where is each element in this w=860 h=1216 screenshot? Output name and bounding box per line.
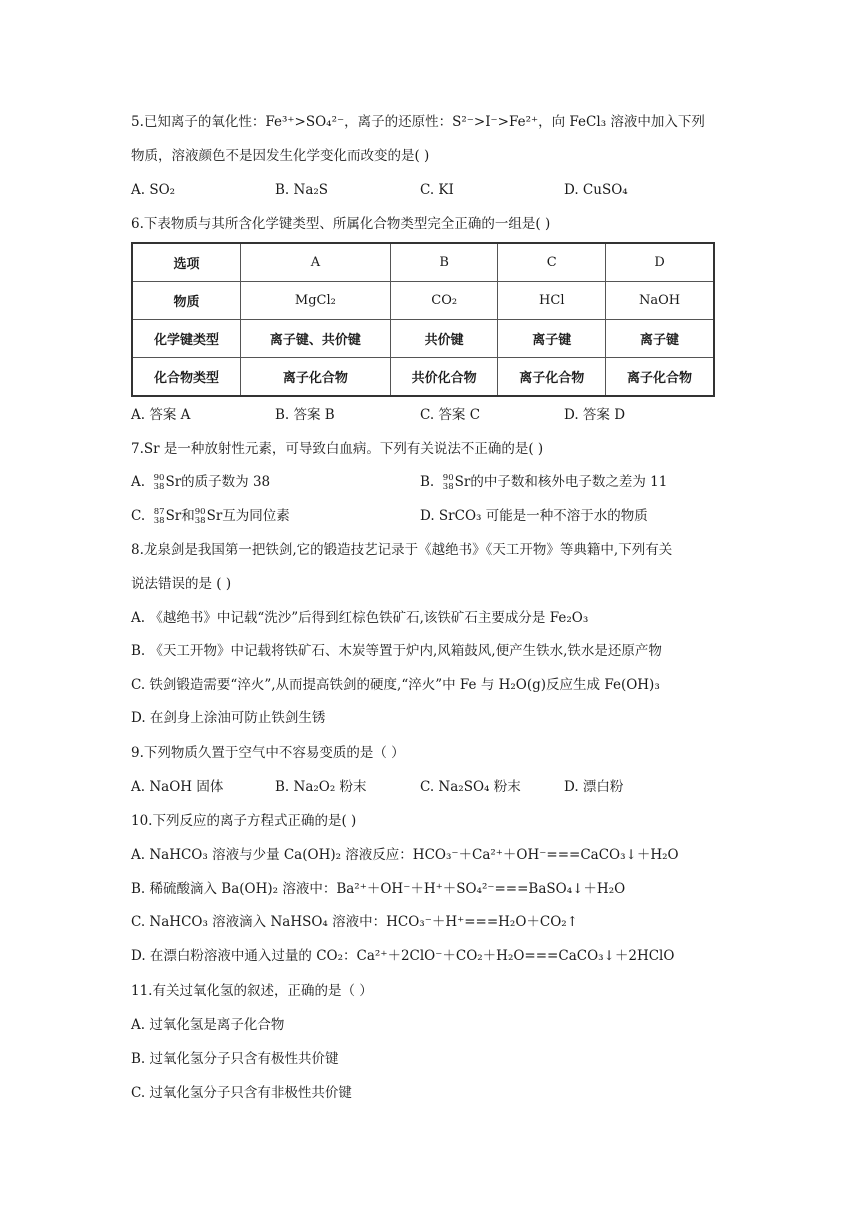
table-cell: B — [390, 243, 498, 282]
q6-stem: 6.下表物质与其所含化学键类型、所属化合物类型完全正确的一组是( ) — [131, 216, 551, 232]
q10-stem: 10.下列反应的离子方程式正确的是( ) — [131, 813, 357, 829]
nuclide-sr90: 90 38 — [153, 472, 165, 492]
table-cell: 离子键、共价键 — [240, 320, 390, 358]
table-row — [132, 243, 714, 282]
q8-option-a: A. 《越绝书》中记载“洗沙”后得到红棕色铁矿石,该铁矿石主要成分是 Fe₂O₃ — [131, 610, 589, 626]
q5-option-c: C. KI — [420, 182, 454, 198]
q7-stem: 7.Sr 是一种放射性元素，可导致白血病。下列有关说法不正确的是( ) — [131, 441, 544, 457]
q10-option-b: B. 稀硫酸滴入 Ba(OH)₂ 溶液中：Ba²⁺＋OH⁻＋H⁺＋SO₄²⁻===BaSO₄↓＋H₂O — [131, 881, 626, 897]
table-cell: 离子键 — [606, 320, 714, 358]
q6-option-c: C. 答案 C — [420, 407, 481, 423]
table-cell: 离子化合物 — [606, 358, 714, 397]
table-cell: NaOH — [606, 282, 714, 320]
q8-option-b: B. 《天工开物》中记载将铁矿石、木炭等置于炉内,风箱鼓风,便产生铁水,铁水是还原产物 — [131, 643, 662, 659]
q6-option-b: B. 答案 B — [275, 407, 335, 423]
q9-option-c: C. Na₂SO₄ 粉末 — [420, 779, 521, 795]
table-cell: 离子键 — [498, 320, 606, 358]
q5-option-a: A. SO₂ — [131, 182, 176, 198]
table-cell: 化学键类型 — [132, 320, 240, 358]
q10-option-d: D. 在漂白粉溶液中通入过量的 CO₂：Ca²⁺＋2ClO⁻＋CO₂＋H₂O===CaCO₃↓＋2HClO — [131, 948, 675, 964]
q9-option-a: A. NaOH 固体 — [131, 779, 224, 795]
table-cell: 共价键 — [390, 320, 498, 358]
q7-option-c: C. 87 38 Sr和 90 38 Sr互为同位素 — [131, 506, 290, 526]
table-cell: MgCl₂ — [240, 282, 390, 320]
table-cell: 物质 — [132, 282, 240, 320]
table-row — [132, 320, 714, 358]
q8-stem-line2: 说法错误的是 ( ) — [131, 576, 232, 592]
q6-option-d: D. 答案 D — [564, 407, 626, 423]
table-cell: 共价化合物 — [390, 358, 498, 397]
table-cell: CO₂ — [390, 282, 498, 320]
nuclide-sr90: 90 38 — [194, 506, 206, 526]
table-cell: A — [240, 243, 390, 282]
q9-stem: 9.下列物质久置于空气中不容易变质的是（ ） — [131, 745, 405, 761]
q11-option-a: A. 过氧化氢是离子化合物 — [131, 1017, 285, 1033]
q5-option-b: B. Na₂S — [275, 182, 329, 198]
q8-option-d: D. 在剑身上涂油可防止铁剑生锈 — [131, 710, 326, 726]
q9-option-b: B. Na₂O₂ 粉末 — [275, 779, 367, 795]
table-row — [132, 282, 714, 320]
table-cell: 离子化合物 — [240, 358, 390, 397]
nuclide-sr87: 87 38 — [153, 506, 165, 526]
q11-option-b: B. 过氧化氢分子只含有极性共价键 — [131, 1051, 339, 1067]
table-row — [132, 358, 714, 397]
q8-option-c: C. 铁剑锻造需要“淬火”,从而提高铁剑的硬度,“淬火”中 Fe 与 H₂O(g)反应生成 Fe(OH)₃ — [131, 677, 660, 693]
table-cell: 化合物类型 — [132, 358, 240, 397]
q5-stem-line2: 物质，溶液颜色不是因发生化学变化而改变的是( ) — [131, 148, 430, 164]
q5-option-d: D. CuSO₄ — [564, 182, 628, 198]
table-cell: 离子化合物 — [498, 358, 606, 397]
table-cell: C — [498, 243, 606, 282]
q5-stem-line1: 5.已知离子的氧化性：Fe³⁺>SO₄²⁻，离子的还原性：S²⁻>I⁻>Fe²⁺，向 FeCl₃ 溶液中加入下列 — [131, 114, 705, 130]
q7-option-a: A. 90 38 Sr的质子数为 38 — [131, 472, 271, 492]
q10-option-a: A. NaHCO₃ 溶液与少量 Ca(OH)₂ 溶液反应：HCO₃⁻＋Ca²⁺＋OH⁻===CaCO₃↓＋H₂O — [131, 847, 679, 863]
q9-option-d: D. 漂白粉 — [564, 779, 624, 795]
q8-stem-line1: 8.龙泉剑是我国第一把铁剑,它的锻造技艺记录于《越绝书》《天工开物》等典籍中,下列有关 — [131, 542, 673, 558]
q11-stem: 11.有关过氧化氢的叙述，正确的是（ ） — [131, 983, 373, 999]
q6-option-a: A. 答案 A — [131, 407, 191, 423]
q7-option-d: D. SrCO₃ 可能是一种不溶于水的物质 — [420, 508, 648, 524]
q11-option-c: C. 过氧化氢分子只含有非极性共价键 — [131, 1085, 352, 1101]
q10-option-c: C. NaHCO₃ 溶液滴入 NaHSO₄ 溶液中：HCO₃⁻＋H⁺===H₂O＋CO₂↑ — [131, 914, 579, 930]
table-cell: 选项 — [132, 243, 240, 282]
q7-option-b: B. 90 38 Sr的中子数和核外电子数之差为 11 — [420, 472, 668, 492]
nuclide-sr90: 90 38 — [442, 472, 454, 492]
table-cell: D — [606, 243, 714, 282]
table-cell: HCl — [498, 282, 606, 320]
q6-table — [131, 242, 715, 397]
